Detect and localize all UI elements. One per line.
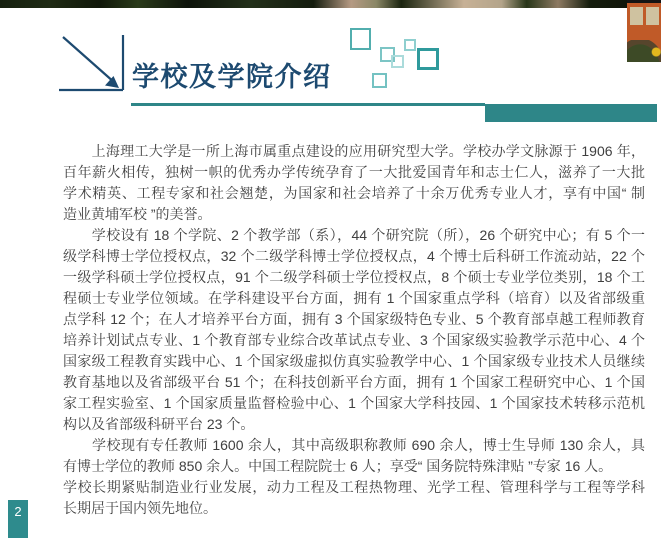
paragraph-line: 学校设有 18 个学院、2 个教学部（系），44 个研究院（所），26 个研究中心；有 5 个一 (63, 227, 645, 243)
deco-square (417, 48, 439, 70)
paragraph-line: 级学科博士学位授权点，32 个二级学科博士学位授权点，4 个博士后科研工作流动站，22 个 (63, 248, 645, 264)
paragraph-line: 国家级工程教育实践中心、1 个国家级虚拟仿真实验教学中心、1 个国家级专业技术人员继续 (63, 353, 645, 369)
page-title: 学校及学院介绍 (132, 62, 332, 92)
paragraph-line: 上海理工大学是一所上海市属重点建设的应用研究型大学。学校办学文脉源于 1906 年， (63, 143, 645, 159)
paragraph-line: 点学科 12 个；在人才培养平台方面，拥有 3 个国家级特色专业、5 个教育部卓越工程师教育 (63, 311, 645, 327)
campus-building-photo (627, 0, 661, 62)
corner-arrow-down-right-icon (57, 33, 125, 93)
deco-square (404, 39, 416, 51)
paragraph-line: 构以及省部级科研平台 23 个。 (63, 416, 255, 432)
paragraph-line: 百年薪火相传，独树一帜的优秀办学传统孕育了一大批爱国青年和志士仁人，滋养了一大批 (63, 164, 645, 180)
paragraph-line: 培养计划试点专业、1 个教育部专业综合改革试点专业、3 个国家级实验教学示范中心、4 个 (63, 332, 645, 348)
paragraph (63, 225, 645, 435)
paragraph-line: 造业黄埔军校 ”的美誉。 (63, 206, 212, 222)
body-text (63, 141, 645, 519)
page-number-badge (8, 500, 28, 538)
paragraph-line: 学校现有专任教师 1600 余人，其中高级职称教师 690 余人，博士生导师 130 余人，具 (63, 437, 645, 453)
header-photo-strip (0, 0, 627, 8)
paragraph-line: 教育基地以及省部级平台 51 个；在科技创新平台方面，拥有 1 个国家工程研究中心、1 个国 (63, 374, 645, 390)
paragraph (63, 141, 645, 225)
paragraph (63, 435, 645, 477)
accent-bar (485, 104, 657, 122)
page-number: 2 (14, 504, 22, 519)
deco-square (372, 73, 387, 88)
paragraph (63, 477, 645, 519)
paragraph-line: 程硕士专业学位领域。在学科建设平台方面，拥有 1 个国家重点学科（培育）以及省部级重 (63, 290, 645, 306)
deco-square (350, 28, 371, 50)
paragraph-line: 学术精英、工程专家和社会翘楚，为国家和社会培养了十余万优秀专业人才，享有中国“ 制 (63, 185, 645, 201)
paragraph-line: 一级学科硕士学位授权点，91 个二级学科硕士学位授权点，8 个硕士专业学位类别，18 个工 (63, 269, 645, 285)
deco-square (391, 55, 404, 68)
paragraph-line: 长期居于国内领先地位。 (63, 500, 217, 516)
paragraph-line: 学校长期紧贴制造业行业发展，动力工程及工程热物理、光学工程、管理科学与工程等学科 (63, 479, 645, 495)
paragraph-line: 有博士学位的教师 850 余人。中国工程院院士 6 人；享受“ 国务院特殊津贴 ”专家 16 人。 (63, 458, 613, 474)
paragraph-line: 家工程实验室、1 个国家质量监督检验中心、1 个国家大学科技园、1 个国家技术转移示范机 (63, 395, 645, 411)
title-underline (131, 103, 485, 106)
